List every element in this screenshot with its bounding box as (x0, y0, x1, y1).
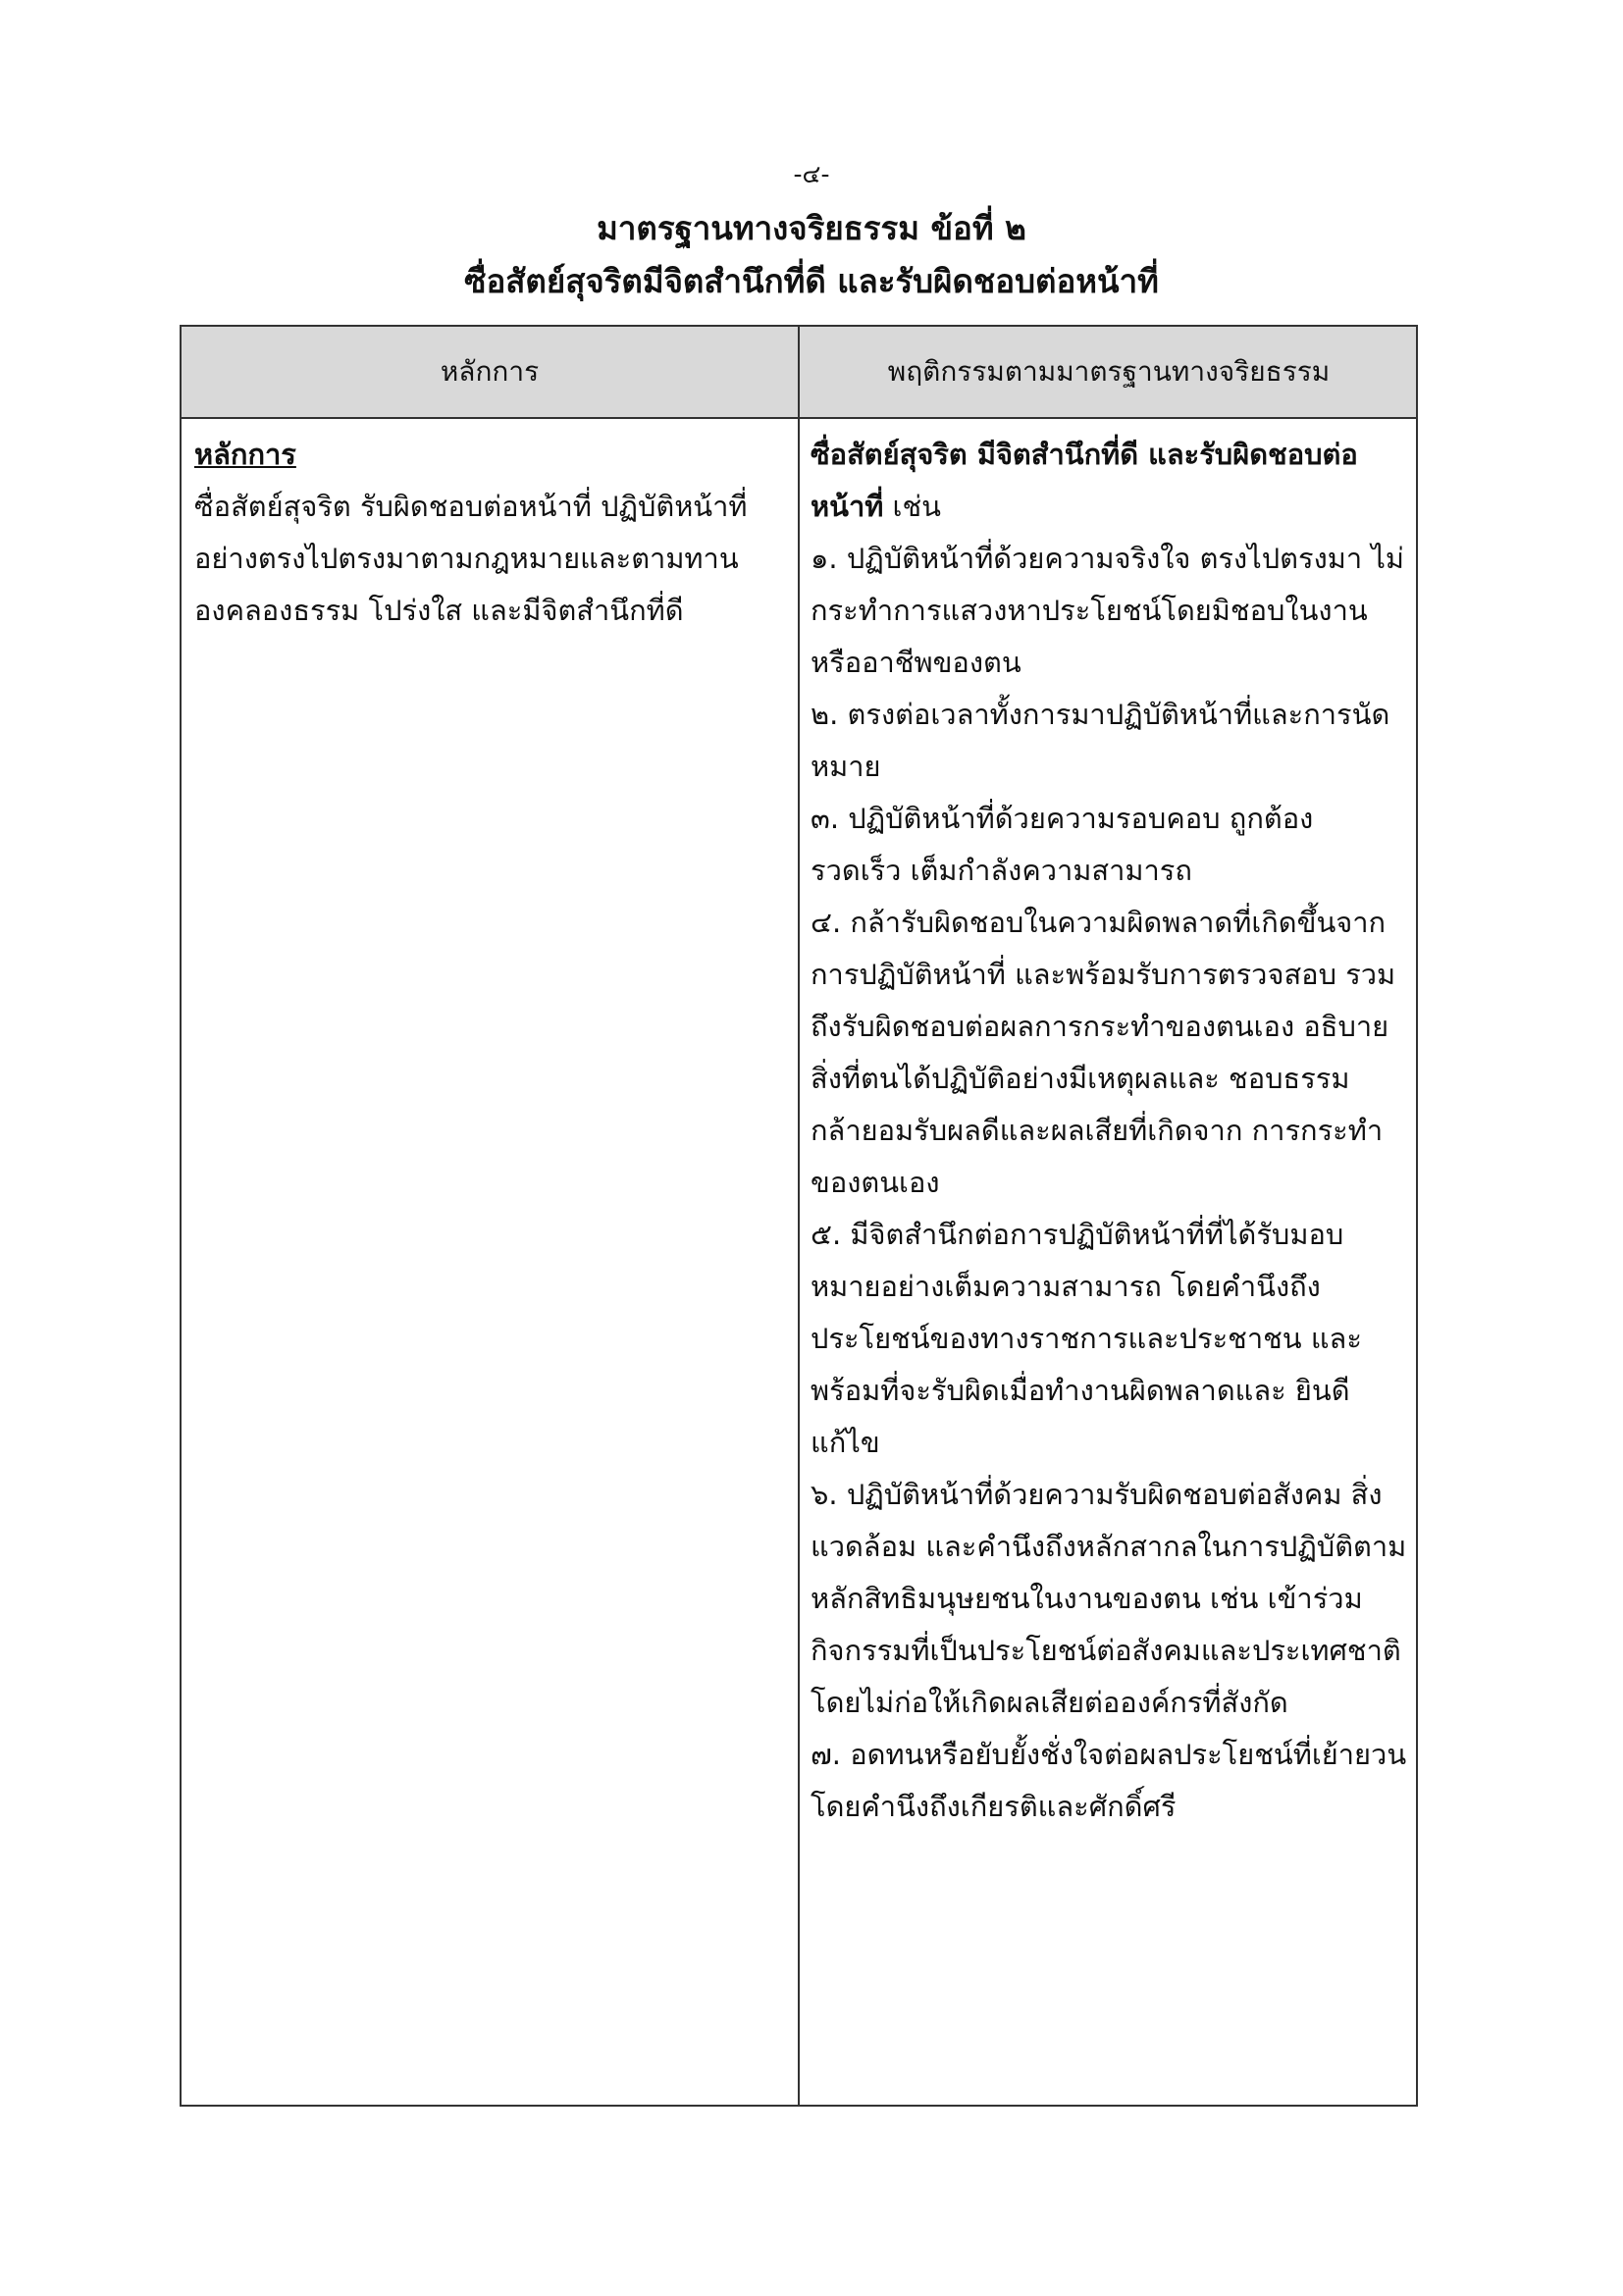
principle-cell (194, 429, 783, 637)
page-title: มาตรฐานทางจริยธรรม ข้อที่ ๒ (597, 209, 1026, 247)
page-number: -๔- (793, 160, 830, 188)
behavior-item-2: ๒. ตรงต่อเวลาทั้งการมาปฏิบัติหน้าที่และการนัดหมาย (811, 698, 1390, 783)
principle-text: ซื่อสัตย์สุจริต รับผิดชอบต่อหน้าที่ ปฏิบัติหน้าที่อย่างตรงไปตรงมาตามกฎหมายและตามทานองคลองธรรม โปร่งใส และมีจิตสำนึกที่ดี (194, 490, 748, 627)
table-header-behavior: พฤติกรรมตามมาตรฐานทางจริยธรรม (887, 355, 1331, 388)
column-divider (798, 327, 800, 2105)
behavior-item-6: ๖. ปฏิบัติหน้าที่ด้วยความรับผิดชอบต่อสังคม สิ่งแวดล้อม และคำนึงถึงหลักสากลในการปฏิบัติตามหลักสิทธิมนุษยชนในงานของตน เช่น เข้าร่วมกิจกรรมที่เป็นประโยชน์ต่อสังคมและประเทศชาติ โดยไม่ก่อให้เกิดผลเสียต่อองค์กรที่สังกัด (811, 1478, 1407, 1719)
behavior-item-3: ๓. ปฏิบัติหน้าที่ด้วยความรอบคอบ ถูกต้อง รวดเร็ว เต็มกำลังความสามารถ (811, 802, 1314, 887)
page-subtitle: ซื่อสัตย์สุจริตมีจิตสำนึกที่ดี และรับผิดชอบต่อหน้าที่ (464, 262, 1159, 300)
behavior-cell (811, 429, 1407, 1833)
table-header-principle: หลักการ (440, 355, 540, 388)
behavior-item-5: ๕. มีจิตสำนึกต่อการปฏิบัติหน้าที่ที่ได้รับมอบหมายอย่างเต็มความสามารถ โดยคำนึงถึงประโยชน์ของทางราชการและประชาชน และพร้อมที่จะรับผิดเมื่อทำงานผิดพลาดและ ยินดีแก้ไข (811, 1218, 1362, 1459)
ethics-table (180, 325, 1418, 2107)
behavior-item-4: ๔. กล้ารับผิดชอบในความผิดพลาดที่เกิดขึ้นจากการปฏิบัติหน้าที่ และพร้อมรับการตรวจสอบ รวมถึงรับผิดชอบต่อผลการกระทำของตนเอง อธิบายสิ่งที่ตนได้ปฏิบัติอย่างมีเหตุผลและ ชอบธรรม กล้ายอมรับผลดีและผลเสียที่เกิดจาก การกระทำของตนเอง (811, 906, 1396, 1199)
behavior-item-7: ๗. อดทนหรือยับยั้งชั่งใจต่อผลประโยชน์ที่เย้ายวน โดยคำนึงถึงเกียรติและศักดิ์ศรี (811, 1738, 1407, 1823)
principle-heading: หลักการ (194, 438, 296, 471)
behavior-heading-suffix: เช่น (883, 490, 941, 523)
behavior-item-1: ๑. ปฏิบัติหน้าที่ด้วยความจริงใจ ตรงไปตรงมา ไม่กระทำการแสวงหาประโยชน์โดยมิชอบในงานหรืออาชีพของตน (811, 542, 1405, 679)
behavior-heading: ซื่อสัตย์สุจริต มีจิตสำนึกที่ดี และรับผิดชอบต่อหน้าที่ (811, 438, 1358, 523)
behavior-intro (811, 429, 1407, 533)
